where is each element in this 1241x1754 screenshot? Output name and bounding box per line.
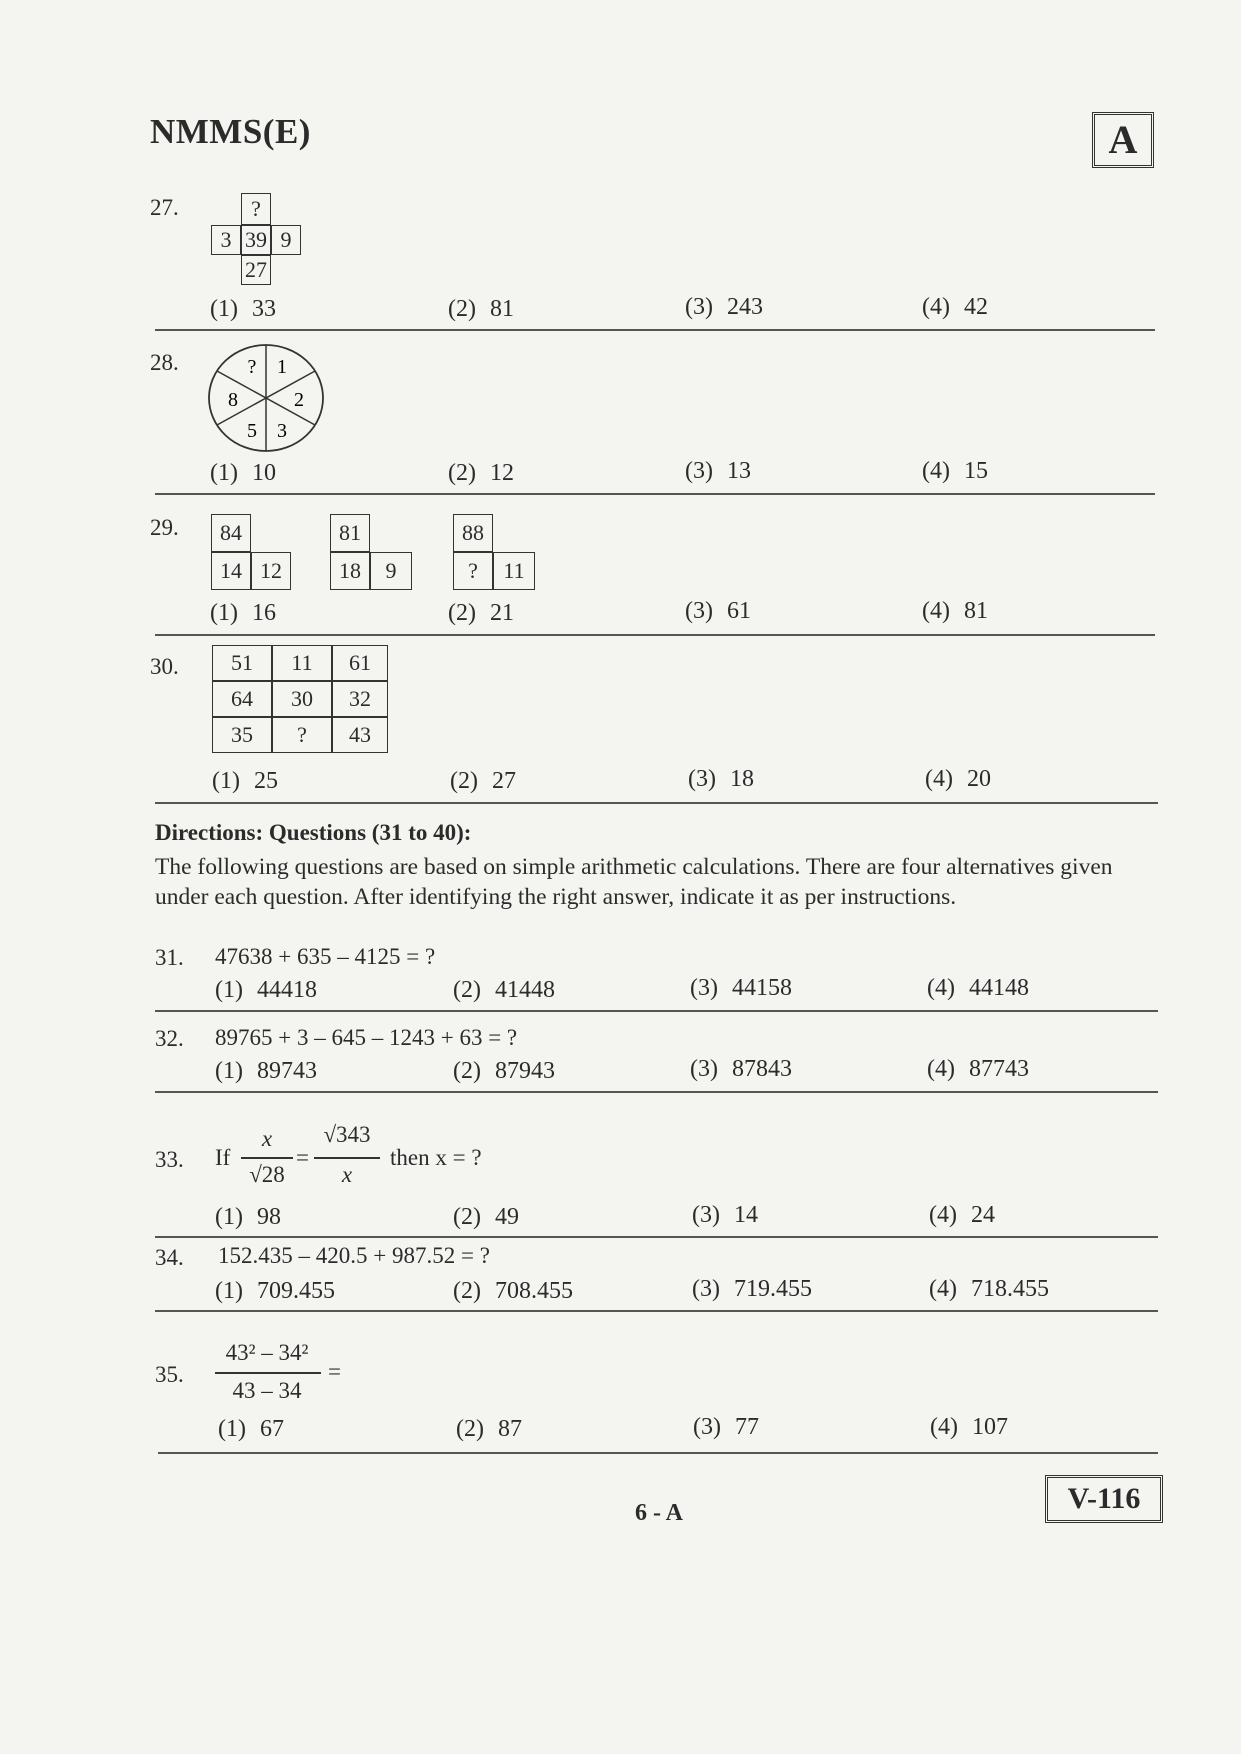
wheel-seg-bottom-left: 5 [247,420,257,442]
wheel-seg-left: 8 [228,389,238,411]
l-figure-bottom-right: 9 [370,552,412,590]
grid-cell: 11 [272,645,332,681]
wheel-figure [206,343,326,453]
question-stem: 47638 + 635 – 4125 = ? [215,944,436,969]
option-3[interactable]: (3) 87843 [690,1056,792,1082]
option-2[interactable]: (2) 12 [448,460,514,486]
question-number: 28. [150,350,179,375]
l-figure-bottom-right: 12 [251,552,291,590]
grid-cell: 51 [212,645,272,681]
question-number: 33. [155,1147,184,1172]
cross-cell-left: 3 [211,225,241,255]
cross-cell-bottom: 27 [241,255,271,285]
page-title: NMMS(E) [150,112,311,151]
grid-cell: 61 [332,645,388,681]
question-number: 31. [155,945,184,970]
equals-sign: = [296,1145,309,1170]
directions-heading: Directions: Questions (31 to 40): [155,820,472,845]
divider [155,1236,1158,1238]
option-2[interactable]: (2) 81 [448,296,514,322]
divider [155,634,1155,636]
option-1[interactable]: (1) 709.455 [215,1278,335,1304]
cross-cell-top: ? [241,193,271,225]
fraction-bar [241,1157,293,1159]
wheel-seg-bottom-right: 3 [277,420,287,442]
option-1[interactable]: (1) 25 [212,768,278,794]
option-4[interactable]: (4) 24 [929,1202,995,1228]
question-number: 32. [155,1026,184,1051]
option-3[interactable]: (3) 77 [693,1414,759,1440]
directions-text: The following questions are based on simple arithmetic calculations. There are four alternatives given under each question. After identifying the right answer, indicate it as per instructions. [155,854,1113,910]
option-1[interactable]: (1) 67 [218,1416,284,1442]
grid-cell: 35 [212,717,272,753]
wheel-seg-top-right: 1 [277,356,287,378]
question-stem: 89765 + 3 – 645 – 1243 + 63 = ? [215,1025,518,1050]
cross-cell-center: 39 [241,225,271,255]
grid-cell: 43 [332,717,388,753]
if-label: If [215,1145,231,1170]
fraction-bar [215,1372,321,1374]
divider [155,1091,1158,1093]
question-number: 34. [155,1245,184,1270]
question-tail: then x = ? [390,1145,482,1170]
option-4[interactable]: (4) 107 [930,1414,1008,1440]
option-3[interactable]: (3) 61 [685,598,751,624]
option-4[interactable]: (4) 44148 [927,975,1029,1001]
option-4[interactable]: (4) 15 [922,458,988,484]
wheel-seg-top-left: ? [247,356,257,378]
option-2[interactable]: (2) 87943 [453,1058,555,1084]
l-figure-bottom-left: ? [453,552,493,590]
l-figure-top: 88 [453,514,493,552]
lhs-numerator: x [261,1126,273,1151]
option-2[interactable]: (2) 41448 [453,977,555,1003]
divider [155,1010,1158,1012]
option-2[interactable]: (2) 21 [448,600,514,626]
grid-cell: ? [272,717,332,753]
grid-cell: 32 [332,681,388,717]
l-figure-bottom-left: 18 [330,552,370,590]
option-1[interactable]: (1) 98 [215,1204,281,1230]
option-2[interactable]: (2) 27 [450,768,516,794]
l-figure-top: 81 [330,514,370,552]
option-3[interactable]: (3) 14 [692,1202,758,1228]
question-number: 29. [150,515,179,540]
wheel-seg-right: 2 [294,389,304,411]
question-number: 30. [150,654,179,679]
divider [155,493,1155,495]
divider [155,802,1158,804]
option-1[interactable]: (1) 16 [210,600,276,626]
page-number: 6 - A [635,1500,683,1526]
option-3[interactable]: (3) 243 [685,294,763,320]
set-code-box: A [1092,112,1154,168]
fraction-bar [314,1157,380,1159]
question-stem: 152.435 – 420.5 + 987.52 = ? [218,1243,490,1268]
question-number: 27. [150,195,179,220]
option-4[interactable]: (4) 718.455 [929,1276,1049,1302]
fraction-numerator: 43² – 34² [225,1340,309,1365]
question-number: 35. [155,1362,184,1387]
option-3[interactable]: (3) 44158 [690,975,792,1001]
option-1[interactable]: (1) 89743 [215,1058,317,1084]
option-4[interactable]: (4) 42 [922,294,988,320]
option-3[interactable]: (3) 18 [688,766,754,792]
option-4[interactable]: (4) 20 [925,766,991,792]
l-figure-bottom-left: 14 [211,552,251,590]
rhs-denominator: x [341,1162,353,1187]
option-1[interactable]: (1) 44418 [215,977,317,1003]
option-2[interactable]: (2) 49 [453,1204,519,1230]
rhs-numerator: √343 [323,1122,371,1147]
divider [155,1310,1158,1312]
option-3[interactable]: (3) 719.455 [692,1276,812,1302]
grid-cell: 30 [272,681,332,717]
grid-cell: 64 [212,681,272,717]
equals-sign: = [328,1359,341,1384]
lhs-denominator: √28 [249,1162,285,1187]
divider [158,1452,1158,1454]
cross-cell-right: 9 [271,225,301,255]
l-figure-top: 84 [211,514,251,552]
option-2[interactable]: (2) 708.455 [453,1278,573,1304]
l-figure-bottom-right: 11 [493,552,535,590]
option-4[interactable]: (4) 87743 [927,1056,1029,1082]
option-3[interactable]: (3) 13 [685,458,751,484]
version-code-box: V-116 [1045,1475,1163,1523]
option-1[interactable]: (1) 10 [210,460,276,486]
fraction-denominator: 43 – 34 [232,1378,302,1403]
option-1[interactable]: (1) 33 [210,296,276,322]
option-2[interactable]: (2) 87 [456,1416,522,1442]
divider [155,329,1155,331]
option-4[interactable]: (4) 81 [922,598,988,624]
